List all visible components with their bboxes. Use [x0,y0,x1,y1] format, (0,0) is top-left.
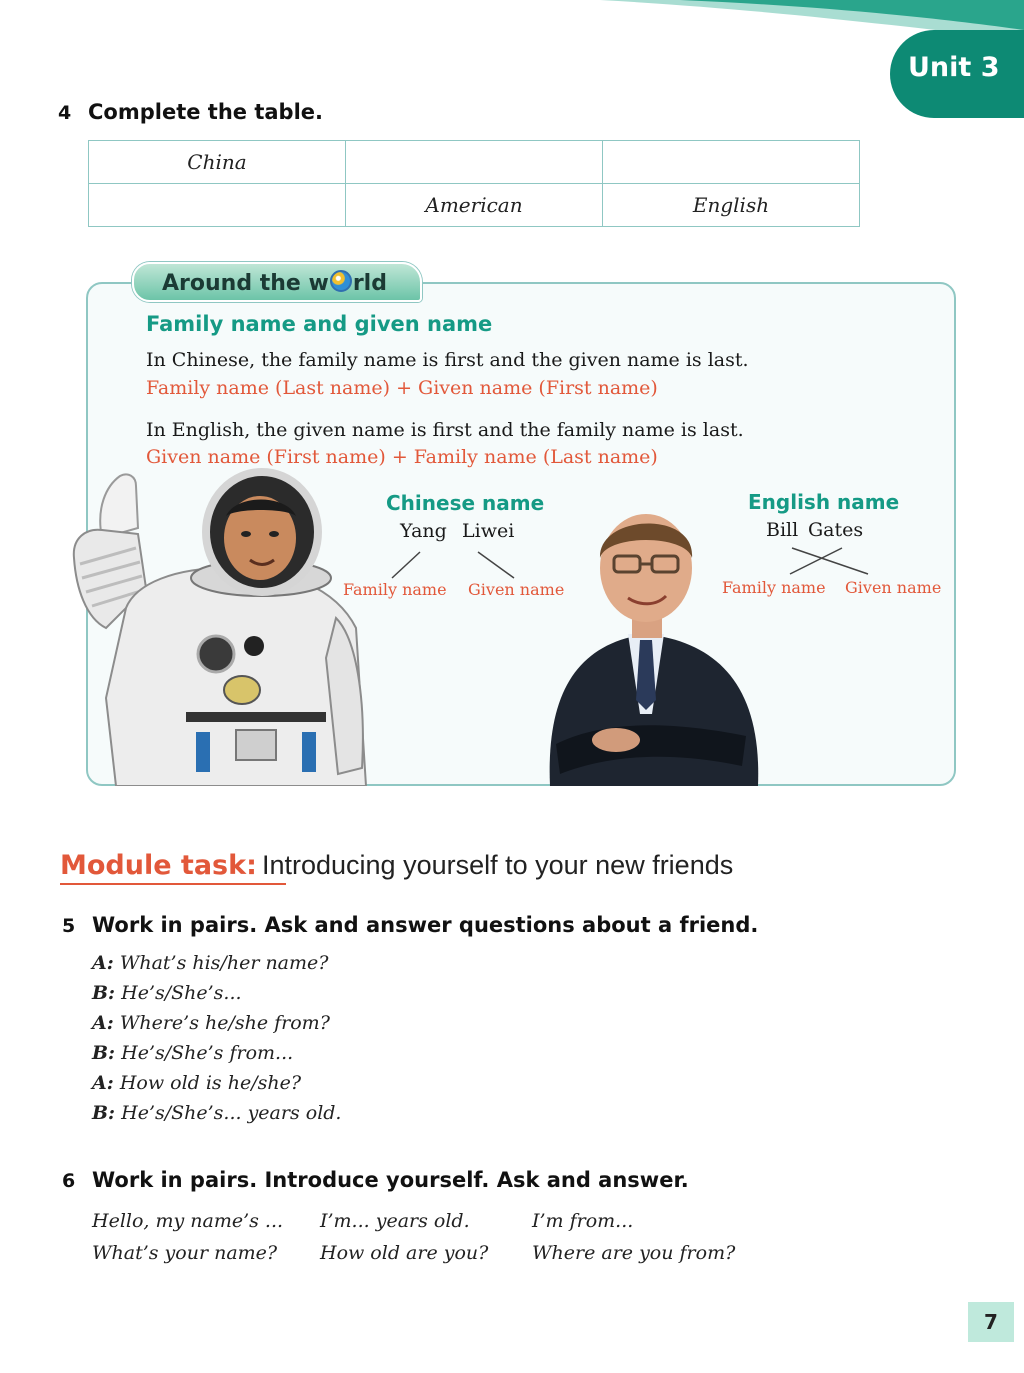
english-rule-formula: Given name (First name) + Family name (Last name) [146,446,658,468]
module-task-label: Module task: [60,850,257,881]
speaker-label: A: [92,952,114,974]
astronaut-photo [66,468,376,786]
dialogue [92,948,341,1128]
table-row [89,141,860,184]
english-first-name: Bill [766,519,799,541]
globe-icon [330,270,352,292]
phrase: I’m... years old. [320,1210,470,1232]
exercise-number: 5 [62,915,76,937]
dialogue-line [92,1008,341,1038]
dialogue-line [92,948,341,978]
exercise-6-heading [62,1168,689,1192]
chinese-family-label: Family name [343,580,447,599]
table-row [89,184,860,227]
english-family-label: Family name [722,578,826,597]
english-name-heading: English name [748,490,900,514]
english-rule-text: In English, the given name is first and the family name is last. [146,419,744,441]
speaker-label: B: [92,982,116,1004]
dialogue-text: How old is he/she? [119,1072,302,1094]
english-name-connector-lines [780,544,880,578]
table-cell-blank[interactable] [346,141,603,184]
module-task-underline [60,883,286,885]
phrase: I’m from... [532,1210,634,1232]
countries-table [88,140,860,227]
bill-gates-photo [536,504,772,786]
dialogue-line [92,978,341,1008]
section-title: Family name and given name [146,312,493,336]
phrase: Where are you from? [532,1242,736,1264]
chinese-family-name: Yang [400,520,447,542]
chinese-name-connector-lines [380,546,520,582]
dialogue-line [92,1098,341,1128]
dialogue-text: He’s/She’s... years old. [121,1102,342,1124]
module-task-heading [60,850,780,881]
around-the-world-tab [132,262,422,302]
dialogue-line [92,1038,341,1068]
exercise-number: 4 [58,102,72,124]
phrase: Hello, my name’s ... [92,1210,284,1232]
exercise-number: 6 [62,1170,76,1192]
dialogue-text: He’s/She’s... [121,982,242,1004]
speaker-label: B: [92,1102,116,1124]
table-cell-blank[interactable] [603,141,860,184]
dialogue-text: Where’s he/she from? [119,1012,330,1034]
table-cell: English [603,184,860,227]
unit-badge: Unit 3 [890,30,1024,118]
english-last-name: Gates [808,519,864,541]
tab-text-suffix: rld [352,271,387,296]
chinese-rule-text: In Chinese, the family name is first and the given name is last. [146,349,749,371]
phrase: How old are you? [320,1242,489,1264]
exercise-instruction: Complete the table. [88,100,323,124]
phrase: What’s your name? [92,1242,278,1264]
speaker-label: A: [92,1072,114,1094]
page-number: 7 [968,1302,1014,1342]
exercise-5-heading [62,913,758,937]
english-given-label: Given name [845,578,942,597]
module-task-subtitle: Introducing yourself to your new friends [261,850,734,880]
chinese-rule-formula: Family name (Last name) + Given name (First name) [146,377,658,399]
dialogue-text: What’s his/her name? [119,952,329,974]
chinese-name-heading: Chinese name [386,491,545,515]
speaker-label: A: [92,1012,114,1034]
exercise-instruction: Work in pairs. Introduce yourself. Ask and answer. [92,1168,689,1192]
table-cell: American [346,184,603,227]
chinese-given-name: Liwei [462,520,515,542]
dialogue-text: He’s/She’s from... [121,1042,294,1064]
dialogue-line [92,1068,341,1098]
exercise-4-heading [58,100,323,124]
table-cell-blank[interactable] [89,184,346,227]
exercise-instruction: Work in pairs. Ask and answer questions about a friend. [92,913,759,937]
tab-text-prefix: Around the w [162,271,329,296]
chinese-given-label: Given name [468,580,565,599]
speaker-label: B: [92,1042,116,1064]
table-cell: China [89,141,346,184]
